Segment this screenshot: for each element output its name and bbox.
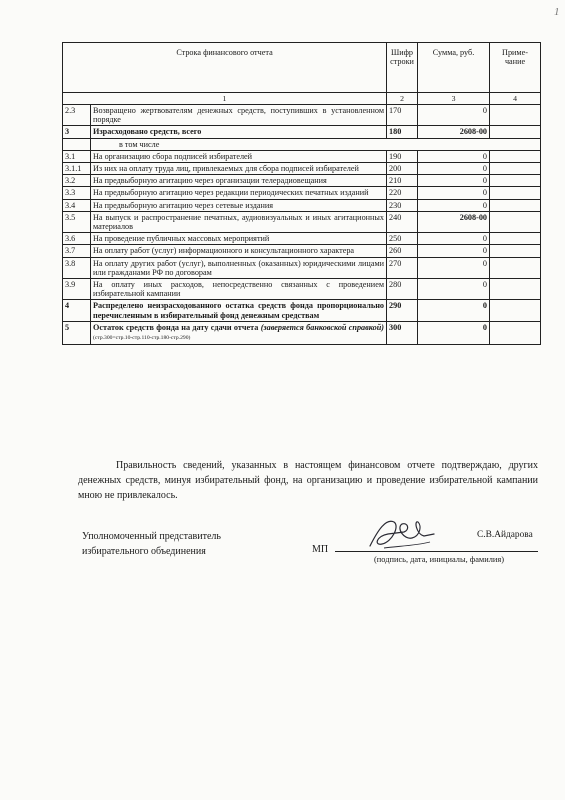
table-row [63, 138, 541, 150]
header-cipher: Шифр строки [387, 43, 418, 93]
row-note [490, 321, 541, 344]
table-row [63, 257, 541, 278]
row-code: 4 [63, 300, 91, 321]
row-cipher: 220 [387, 187, 418, 199]
row-label-formula: (стр.300=стр.10-стр.110-стр.180-стр.290) [93, 335, 191, 342]
row-code: 2.3 [63, 105, 91, 126]
column-number: 1 [63, 93, 387, 105]
row-label: На оплату других работ (услуг), выполненных (оказанных) юридическими лицами или гражданами РФ по договорам [91, 257, 387, 278]
table-row [63, 163, 541, 175]
row-cipher: 170 [387, 105, 418, 126]
row-label: На оплату работ (услуг) информационного и консультационного характера [91, 245, 387, 257]
row-code [63, 138, 91, 150]
row-cipher: 260 [387, 245, 418, 257]
row-label: Из них на оплату труда лиц, привлекаемых для сбора подписей избирателей [91, 163, 387, 175]
row-label: На оплату иных расходов, непосредственно связанных с проведением избирательной кампании [91, 279, 387, 300]
row-note [490, 126, 541, 138]
row-code: 3.4 [63, 199, 91, 211]
table-row [63, 199, 541, 211]
row-code: 3.2 [63, 175, 91, 187]
row-note [490, 300, 541, 321]
signatory-role-line: избирательного объединения [82, 546, 206, 557]
table-row [63, 187, 541, 199]
row-label: Распределено неизрасходованного остатка средств фонда пропорционально перечисленным в избирательный фонд денежным средствам [91, 300, 387, 321]
table-row [63, 245, 541, 257]
signatory-name: С.В.Айдарова [477, 530, 533, 540]
row-cipher: 290 [387, 300, 418, 321]
row-cipher: 190 [387, 150, 418, 162]
row-note [490, 105, 541, 126]
row-note [490, 163, 541, 175]
row-note [490, 150, 541, 162]
table-row [63, 279, 541, 300]
table-row [63, 126, 541, 138]
row-sum: 0 [418, 257, 490, 278]
table-header-row [63, 43, 541, 93]
column-number: 2 [387, 93, 418, 105]
row-code: 3 [63, 126, 91, 138]
row-code: 3.1.1 [63, 163, 91, 175]
row-label: На организацию сбора подписей избирателей [91, 150, 387, 162]
table-row [63, 105, 541, 126]
row-code: 3.8 [63, 257, 91, 278]
row-label: На предвыборную агитацию через сетевые издания [91, 199, 387, 211]
row-note [490, 211, 541, 232]
row-label: Возвращено жертвователям денежных средств, поступивших в установленном порядке [91, 105, 387, 126]
row-note [490, 187, 541, 199]
table-row [63, 300, 541, 321]
row-sum: 0 [418, 233, 490, 245]
row-sum: 2608-00 [418, 126, 490, 138]
row-code: 3.6 [63, 233, 91, 245]
handwritten-signature [364, 512, 442, 554]
row-code: 3.7 [63, 245, 91, 257]
row-sum: 0 [418, 321, 490, 344]
table-row [63, 233, 541, 245]
row-label [91, 321, 387, 344]
signature-caption: (подпись, дата, инициалы, фамилия) [374, 555, 505, 564]
row-label-text: Остаток средств фонда на дату сдачи отчета [93, 322, 259, 332]
row-sum: 0 [418, 187, 490, 199]
row-label: Израсходовано средств, всего [91, 126, 387, 138]
row-code: 3.1 [63, 150, 91, 162]
table-row [63, 150, 541, 162]
row-label: На выпуск и распространение печатных, аудиовизуальных и иных агитационных материалов [91, 211, 387, 232]
page-number: 1 [554, 6, 560, 18]
row-sum: 0 [418, 199, 490, 211]
row-label: На предвыборную агитацию через организации телерадиовещания [91, 175, 387, 187]
row-sum: 0 [418, 175, 490, 187]
row-sum: 0 [418, 150, 490, 162]
column-numbers-row [63, 93, 541, 105]
row-sum: 0 [418, 245, 490, 257]
row-cipher: 180 [387, 126, 418, 138]
row-cipher: 240 [387, 211, 418, 232]
confirmation-text: Правильность сведений, указанных в настоящем финансовом отчете подтверждаю, других денежных средств, минуя избирательный фонд, на организацию и проведение избирательной кампании мною не привлекалось. [78, 460, 538, 501]
table-row [63, 175, 541, 187]
header-sum: Сумма, руб. [418, 43, 490, 93]
row-note [490, 245, 541, 257]
header-note: Приме-чание [490, 43, 541, 93]
row-code: 3.5 [63, 211, 91, 232]
table-row [63, 321, 541, 344]
row-note [490, 175, 541, 187]
row-sum: 2608-00 [418, 211, 490, 232]
signatory-role-line: Уполномоченный представитель [82, 531, 221, 542]
row-sum: 0 [418, 105, 490, 126]
signatory-role [82, 529, 282, 559]
row-label: в том числе [91, 138, 541, 150]
row-note [490, 257, 541, 278]
row-note [490, 279, 541, 300]
row-note [490, 233, 541, 245]
row-label: На предвыборную агитацию через редакции периодических печатных изданий [91, 187, 387, 199]
row-label-note: (заверяется банковской справкой) [260, 322, 385, 332]
table-row [63, 211, 541, 232]
financial-report-table [62, 42, 541, 345]
row-cipher: 270 [387, 257, 418, 278]
row-cipher: 250 [387, 233, 418, 245]
row-cipher: 280 [387, 279, 418, 300]
row-sum: 0 [418, 163, 490, 175]
row-note [490, 199, 541, 211]
row-cipher: 300 [387, 321, 418, 344]
row-cipher: 230 [387, 199, 418, 211]
row-label: На проведение публичных массовых мероприятий [91, 233, 387, 245]
row-code: 5 [63, 321, 91, 344]
column-number: 3 [418, 93, 490, 105]
header-row-label: Строка финансового отчета [63, 43, 387, 93]
stamp-place-label: МП [312, 544, 329, 555]
column-number: 4 [490, 93, 541, 105]
row-code: 3.9 [63, 279, 91, 300]
table-body [63, 105, 541, 345]
row-sum: 0 [418, 300, 490, 321]
row-code: 3.3 [63, 187, 91, 199]
row-sum: 0 [418, 279, 490, 300]
row-cipher: 200 [387, 163, 418, 175]
row-cipher: 210 [387, 175, 418, 187]
